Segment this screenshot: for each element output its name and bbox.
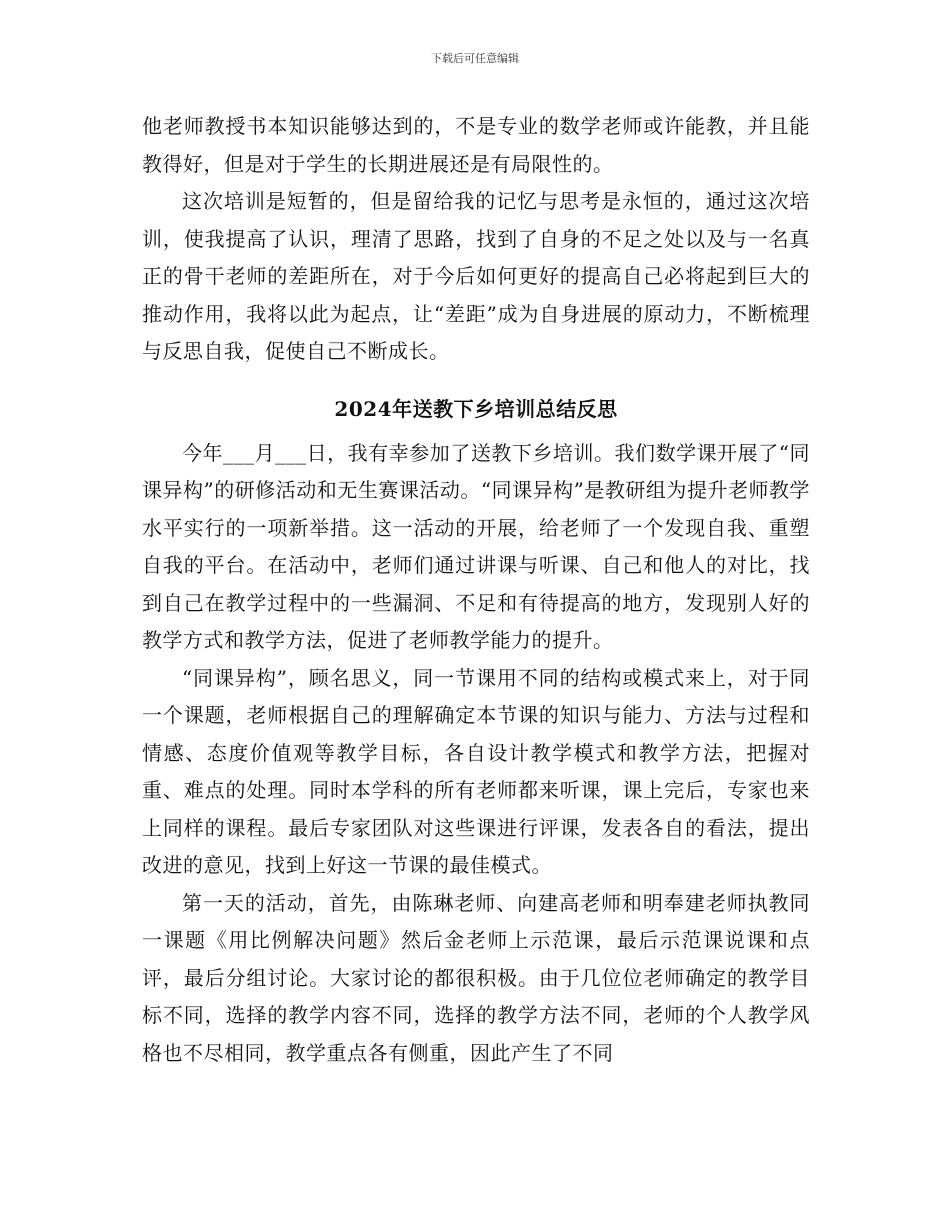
- paragraph-intro: 今年___月___日，我有幸参加了送教下乡培训。我们数学课开展了“同课异构”的研修活动和无生赛课活动。“同课异构”是教研组为提升老师教学水平实行的一项新举措。这一活动的开展，给老师了一个发现自我、重塑自我的平台。在活动中，老师们通过讲课与听课、自己和他人的对比，找到自己在教学过程中的一些漏洞、不足和有待提高的地方，发现别人好的教学方式和教学方法，促进了老师教学能力的提升。: [142, 440, 810, 652]
- paragraph-first-day: 第一天的活动，首先，由陈琳老师、向建高老师和明奉建老师执教同一课题《用比例解决问题》然后金老师上示范课，最后示范课说课和点评，最后分组讨论。大家讨论的都很积极。由于几位位老师确定的教学目标不同，选择的教学内容不同，选择的教学方法不同，老师的个人教学风格也不尽相同，教学重点各有侧重，因此产生了不同: [142, 890, 810, 1065]
- paragraph-definition: “同课异构”，顾名思义，同一节课用不同的结构或模式来上，对于同一个课题，老师根据自己的理解确定本节课的知识与能力、方法与过程和情感、态度价值观等教学目标，各自设计教学模式和教学方法，把握对重、难点的处理。同时本学科的所有老师都来听课，课上完后，专家也来上同样的课程。最后专家团队对这些课进行评课，发表各自的看法，提出改进的意见，找到上好这一节课的最佳模式。: [142, 665, 810, 877]
- document-body: [142, 108, 810, 1072]
- paragraph-continuation: 他老师教授书本知识能够达到的，不是专业的数学老师或许能教，并且能教得好，但是对于学生的长期进展还是有局限性的。: [142, 114, 810, 176]
- section-title: 2024年送教下乡培训总结反思: [334, 396, 618, 421]
- paragraph-training-reflection: 这次培训是短暂的，但是留给我的记忆与思考是永恒的，通过这次培训，使我提高了认识，理清了思路，找到了自身的不足之处以及与一名真正的骨干老师的差距所在，对于今后如何更好的提高自己必将起到巨大的推动作用，我将以此为起点，让“差距”成为自身进展的原动力，不断梳理与反思自我，促使自己不断成长。: [142, 189, 810, 363]
- page-header-note: 下载后可任意编辑: [431, 52, 519, 65]
